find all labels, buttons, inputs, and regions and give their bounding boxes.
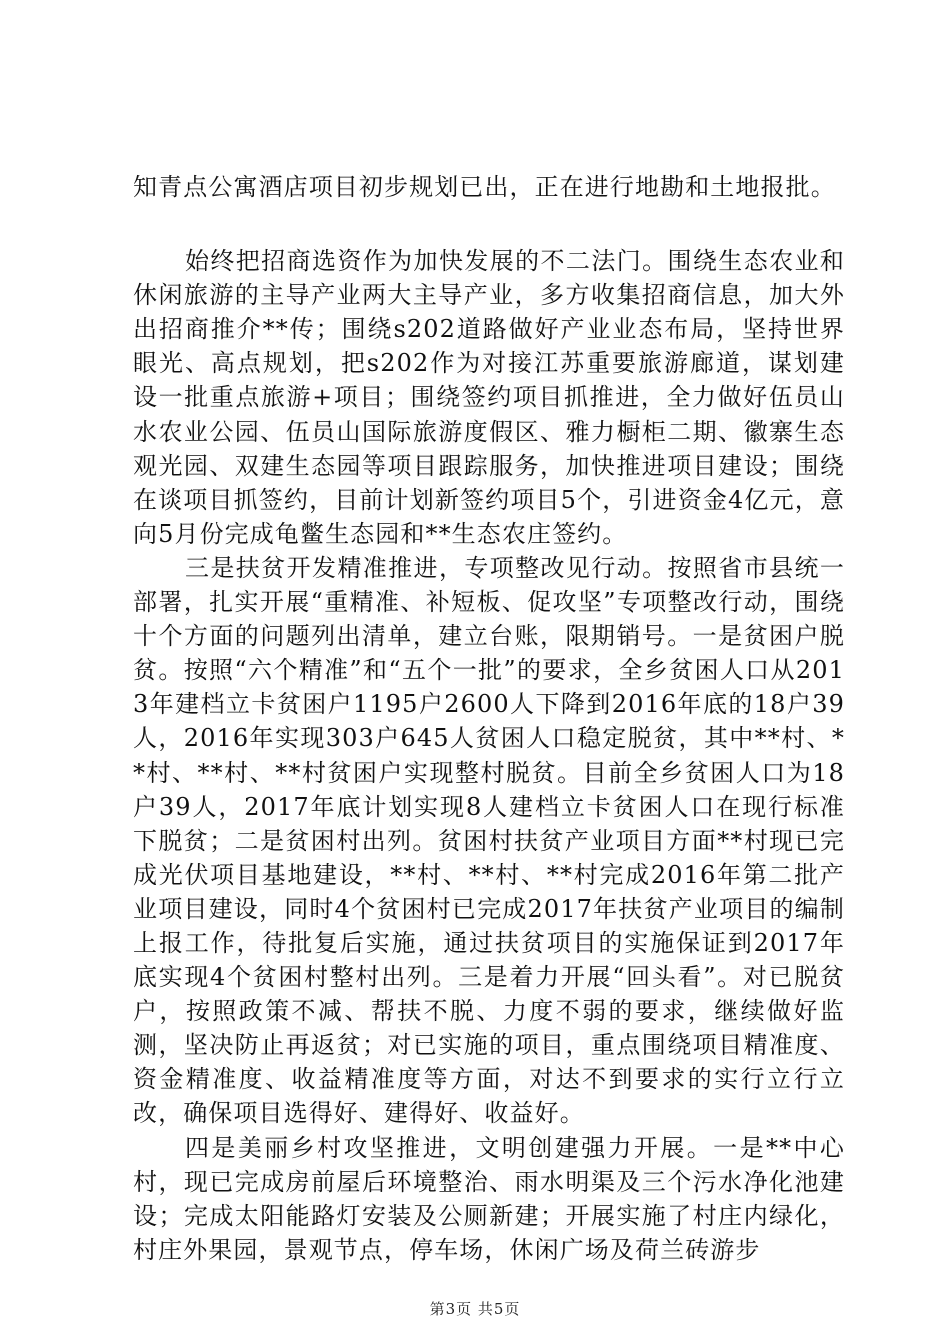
paragraph-beautiful-village: 四是美丽乡村攻坚推进，文明创建强力开展。一是**中心村，现已完成房前屋后环境整治、雨水明渠及三个污水净化池建设；完成太阳能路灯安装及公厕新建；开展实施了村庄内绿化，村庄外果园，景观节点，停车场，休闲广场及荷兰砖游步 <box>133 1133 845 1264</box>
paragraph-poverty-alleviation: 三是扶贫开发精准推进，专项整改见行动。按照省市县统一部署，扎实开展“重精准、补短板、促攻坚”专项整改行动，围绕十个方面的问题列出清单，建立台账，限期销号。一是贫困户脱贫。按照“六个精准”和“五个一批”的要求，全乡贫困人口从2013年建档立卡贫困户1195户2600人下降到2016年底的18户39人，2016年实现303户645人贫困人口稳定脱贫，其中**村、**村、**村、**村贫困户实现整村脱贫。目前全乡贫困人口为18户39人，2017年底计划实现8人建档立卡贫困人口在现行标准下脱贫；二是贫困村出列。贫困村扶贫产业项目方面**村现已完成光伏项目基地建设，**村、**村、**村完成2016年第二批产业项目建设，同时4个贫困村已完成2017年扶贫产业项目的编制上报工作，待批复后实施，通过扶贫项目的实施保证到2017年底实现4个贫困村整村出列。三是着力开展“回头看”。对已脱贫户，按照政策不减、帮扶不脱、力度不弱的要求，继续做好监测，坚决防止再返贫；对已实施的项目，重点围绕项目精准度、资金精准度、收益精准度等方面，对达不到要求的实行立行立改，确保项目选得好、建得好、收益好。 <box>133 553 845 1128</box>
paragraph-hotel-project: 知青点公寓酒店项目初步规划已出，正在进行地勘和土地报批。 <box>133 173 836 201</box>
paragraph-spacer <box>133 204 845 244</box>
document-body <box>133 170 845 1267</box>
paragraph-investment: 始终把招商选资作为加快发展的不二法门。围绕生态农业和休闲旅游的主导产业两大主导产业，多方收集招商信息，加大外出招商推介**传；围绕s202道路做好产业业态布局，坚持世界眼光、高点规划，把s202作为对接江苏重要旅游廊道，谋划建设一批重点旅游+项目；围绕签约项目抓推进，全力做好伍员山水农业公园、伍员山国际旅游度假区、雅力橱柜二期、徽寨生态观光园、双建生态园等项目跟踪服务，加快推进项目建设；围绕在谈项目抓签约，目前计划新签约项目5个，引进资金4亿元，意向5月份完成龟鳖生态园和**生态农庄签约。 <box>133 247 845 548</box>
page-number-footer: 第3页 共5页 <box>429 1300 521 1318</box>
